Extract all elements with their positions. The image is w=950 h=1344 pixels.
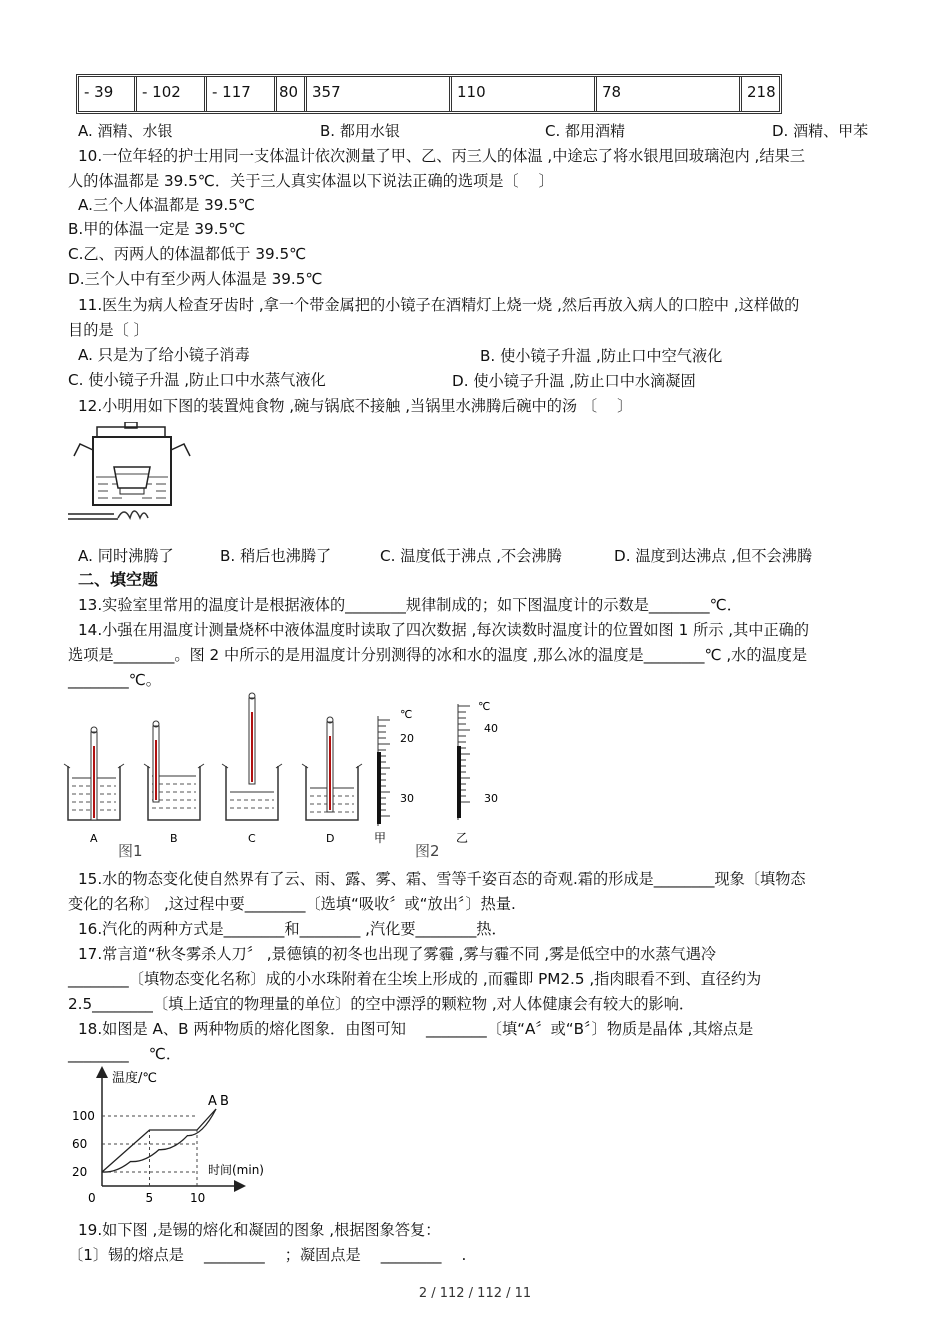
label-d: D <box>326 832 335 845</box>
yi-tick-40: 40 <box>484 722 498 735</box>
table-cell: - 102 <box>137 77 207 111</box>
pot-figure <box>68 422 198 522</box>
y-tick-label: 100 <box>72 1109 95 1123</box>
y-tick-label: 60 <box>72 1137 88 1151</box>
thermometer-yi <box>456 700 498 845</box>
melting-boiling-table <box>76 74 782 114</box>
q18-stem-cont: ________ ℃． <box>68 1045 182 1063</box>
label-yi: 乙 <box>456 831 469 845</box>
q12-stem: 12.小明用如下图的装置炖食物 ,碗与锅底不接触 ,当锅里水沸腾后碗中的汤 〔 〕 <box>78 397 633 415</box>
table-cell: 110 <box>452 77 597 111</box>
table-cell: - 39 <box>79 77 137 111</box>
q11-option-a: A. 只是为了给小镜子消毒 <box>78 346 250 364</box>
q10-stem-cont: 人的体温都是 39.5℃．关于三人真实体温以下说法正确的选项是〔 〕 <box>68 172 554 190</box>
q12-option-a: A. 同时沸腾了 <box>78 547 174 565</box>
q12-option-c: C. 温度低于沸点 ,不会沸腾 <box>380 547 562 565</box>
q9-option-b: B. 都用水银 <box>320 122 400 140</box>
q19-sub1: 〔1〕锡的熔点是 ________ ；凝固点是 ________ . <box>68 1246 467 1264</box>
q17-stem: 17.常言道“秋冬雾杀人刀〞 ,景德镇的初冬也出现了雾霾 ,雾与霾不同 ,雾是低空中的水蒸气遇冷 <box>78 945 717 963</box>
q11-option-b: B. 使小镜子升温 ,防止口中空气液化 <box>480 347 723 365</box>
q14-stem-cont2: ________℃。 <box>68 671 161 689</box>
series-label-a: A <box>208 1094 217 1109</box>
beaker-c <box>222 693 282 820</box>
thermometer-jia <box>374 708 414 845</box>
section-title: 二、填空题 <box>78 570 159 589</box>
fig1-caption: 图1 <box>118 842 143 860</box>
q9-option-a: A. 酒精、水银 <box>78 122 173 140</box>
table-cell: - 117 <box>207 77 277 111</box>
melting-chart <box>68 1066 298 1208</box>
series-line-a <box>102 1109 216 1172</box>
y-axis-label: 温度/℃ <box>112 1071 157 1086</box>
page-number: 2 / 112 / 112 / 11 <box>418 1286 532 1301</box>
q9-option-d: D. 酒精、甲苯 <box>772 122 869 140</box>
q11-option-d: D. 使小镜子升温 ,防止口中水滴凝固 <box>452 372 696 390</box>
table-cell: 80 <box>277 77 307 111</box>
q10-option-c: C.乙、丙两人的体温都低于 39.5℃ <box>68 245 307 263</box>
q10-option-a: A.三个人体温都是 39.5℃ <box>78 196 255 214</box>
q11-option-c: C. 使小镜子升温 ,防止口中水蒸气液化 <box>68 371 326 389</box>
q15-stem: 15.水的物态变化使自然界有了云、雨、露、雾、霜、雪等千姿百态的奇观.霜的形成是________现象〔填物态 <box>78 870 806 888</box>
q10-stem: 10.一位年轻的护士用同一支体温计依次测量了甲、乙、丙三人的体温 ,中途忘了将水银甩回玻璃泡内 ,结果三 <box>78 147 805 165</box>
jia-unit: ℃ <box>400 708 413 721</box>
table-cell: 78 <box>597 77 742 111</box>
label-jia: 甲 <box>374 831 387 845</box>
label-c: C <box>248 832 256 845</box>
q11-stem-cont: 目的是〔 〕 <box>68 321 149 339</box>
x-tick-label: 5 <box>145 1191 154 1205</box>
q12-option-d: D. 温度到达沸点 ,但不会沸腾 <box>614 547 813 565</box>
beaker-b <box>144 721 204 820</box>
q9-option-c: C. 都用酒精 <box>545 122 626 140</box>
q10-option-b: B.甲的体温一定是 39.5℃ <box>68 220 246 238</box>
q13-stem: 13.实验室里常用的温度计是根据液体的________规律制成的；如下图温度计的示数是________℃． <box>78 596 742 614</box>
table-cell: 357 <box>307 77 452 111</box>
x-tick-label: 0 <box>88 1191 96 1205</box>
q14-stem: 14.小强在用温度计测量烧杯中液体温度时读取了四次数据 ,每次读数时温度计的位置如图 1 所示 ,其中正确的 <box>78 621 810 639</box>
thermometer-figures <box>60 690 510 860</box>
q10-option-d: D.三个人中有至少两人体温是 39.5℃ <box>68 270 323 288</box>
jia-tick-20: 20 <box>400 732 414 745</box>
q16-stem: 16.汽化的两种方式是________和________ ,汽化要________热． <box>78 920 507 938</box>
q17-stem-cont: ________〔填物态变化名称〕成的小水珠附着在尘埃上形成的 ,而霾即 PM2.5 ,指肉眼看不到、直径约为 <box>68 970 762 988</box>
q14-stem-cont: 选项是________。图 2 中所示的是用温度计分别测得的冰和水的温度 ,那么冰的温度是________℃ ,水的温度是 <box>68 646 808 664</box>
q18-stem: 18.如图是 A、B 两种物质的熔化图象．由图可知 ________〔填“A〞或“B〞〕物质是晶体 ,其熔点是 <box>78 1020 754 1038</box>
x-axis-label: 时间(min) <box>208 1163 264 1177</box>
y-tick-label: 20 <box>72 1165 88 1179</box>
q15-stem-cont: 变化的名称〕 ,这过程中要________〔选填“吸收〞或“放出〞〕热量. <box>68 895 516 913</box>
label-a: A <box>90 832 98 845</box>
series-label-b: B <box>220 1094 229 1109</box>
beaker-d <box>302 717 362 820</box>
label-b: B <box>170 832 178 845</box>
series-line-b <box>102 1109 216 1172</box>
beaker-a <box>64 727 124 820</box>
fig2-caption: 图2 <box>415 842 440 860</box>
q12-option-b: B. 稍后也沸腾了 <box>220 547 332 565</box>
yi-tick-30: 30 <box>484 792 498 805</box>
q11-stem: 11.医生为病人检查牙齿时 ,拿一个带金属把的小镜子在酒精灯上烧一烧 ,然后再放入病人的口腔中 ,这样做的 <box>78 296 800 314</box>
table-cell: 218 <box>747 83 776 101</box>
jia-tick-30: 30 <box>400 792 414 805</box>
q19-stem: 19.如下图 ,是锡的熔化和凝固的图象 ,根据图象答复： <box>78 1221 441 1239</box>
x-tick-label: 10 <box>190 1191 206 1205</box>
yi-unit: ℃ <box>478 700 491 713</box>
q17-stem-cont2: 2.5________〔填上适宜的物理量的单位〕的空中漂浮的颗粒物 ,对人体健康会有较大的影响． <box>68 995 695 1013</box>
